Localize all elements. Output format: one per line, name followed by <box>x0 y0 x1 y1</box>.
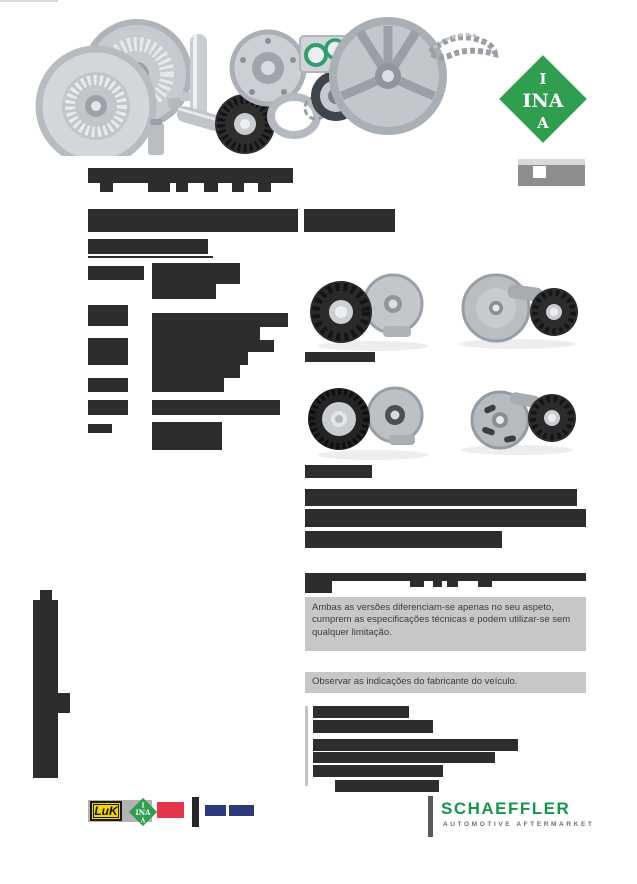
schaeffler-logo-text: SCHAEFFLER <box>441 799 571 818</box>
spec-label-redacted <box>88 378 128 392</box>
ruville-logo <box>229 805 254 816</box>
spec-value-redacted <box>152 365 240 378</box>
contact-line-redacted <box>335 780 439 792</box>
ina-logo-letter-bottom: A <box>537 114 549 132</box>
doc-type-descender <box>204 183 218 192</box>
schaeffler-logo-bar <box>428 796 433 837</box>
spec-value-redacted <box>152 284 216 299</box>
subheading-line-redacted <box>332 573 586 581</box>
vertical-reference-redacted <box>33 600 58 778</box>
doc-type-descender <box>258 183 271 192</box>
fag-logo <box>157 802 184 818</box>
contact-line-redacted <box>313 765 443 777</box>
subheading-word-redacted <box>305 573 332 593</box>
spec-value-redacted <box>152 263 240 284</box>
tensioner-photo-3 <box>303 373 443 461</box>
spec-label-redacted <box>88 424 112 433</box>
spec-value-redacted <box>152 313 288 327</box>
ruville-logo <box>205 805 226 816</box>
schaeffler-tagline-text: AUTOMOTIVE AFTERMARKET <box>443 821 595 828</box>
product-collage-image <box>30 8 500 156</box>
ina-logo-word: INA <box>522 90 564 112</box>
contact-line-redacted <box>313 739 518 751</box>
version-note-text: Ambas as versões diferenciam-se apenas no seu aspeto, cumprem as especificações técnicas e podem utilizar-se sem qualquer limitação. <box>312 602 571 638</box>
scan-artifact-line <box>0 0 58 2</box>
spec-value-redacted <box>152 422 222 450</box>
tensioner-photo-4 <box>448 376 586 456</box>
version-note-box <box>305 597 586 651</box>
contact-line-redacted <box>313 706 409 718</box>
oem-note-box <box>305 672 586 693</box>
tensioner-photo-2 <box>448 266 586 350</box>
contact-line-redacted <box>313 752 495 763</box>
page-tab-marker <box>533 166 546 178</box>
spec-label-redacted <box>88 400 128 415</box>
ina-logo <box>498 50 588 148</box>
section-heading-redacted <box>305 531 502 548</box>
ina-footer-word: INA <box>135 808 151 817</box>
tensioner-photo-1 <box>303 268 443 352</box>
doc-type-descender <box>148 183 170 192</box>
oem-note-text: Observar as indicações do fabricante do veículo. <box>312 676 518 687</box>
subheading-descender <box>478 581 492 587</box>
subheading-descender <box>433 581 442 587</box>
spec-rule <box>88 256 213 258</box>
vertical-reference-notch <box>40 590 52 600</box>
ina-footer-logo <box>126 795 160 829</box>
subheading-descender <box>447 581 458 587</box>
spec-value-redacted <box>152 327 260 340</box>
ina-footer-letter-bottom: A <box>140 817 146 825</box>
vertical-reference-notch <box>58 693 70 713</box>
contact-line-redacted <box>313 720 433 733</box>
spec-label-redacted <box>88 338 128 365</box>
spec-label-redacted <box>88 266 144 280</box>
ina-footer-letter-top: I <box>141 802 145 810</box>
spec-value-redacted <box>152 352 248 365</box>
photo-caption-redacted <box>305 465 372 478</box>
subheading-descender <box>410 581 424 587</box>
spec-value-redacted <box>152 400 280 415</box>
doc-type-descender <box>176 183 188 192</box>
doc-type-descender <box>232 183 244 192</box>
luk-logo-text: LuK <box>94 804 118 818</box>
title-line1-redacted <box>88 209 298 232</box>
spec-value-redacted <box>152 340 274 352</box>
title-line2-redacted <box>88 239 208 254</box>
photo-caption-redacted <box>305 352 375 362</box>
luk-logo <box>90 801 122 821</box>
section-heading-redacted <box>305 509 586 527</box>
doc-type-descender <box>100 183 113 192</box>
contact-rule <box>305 706 308 786</box>
ina-logo-letter-top: I <box>539 70 547 88</box>
title-line1b-redacted <box>304 209 395 232</box>
brand-separator-bar <box>192 797 199 827</box>
page-tab <box>518 165 585 186</box>
doc-type-heading-redacted <box>88 168 293 183</box>
spec-label-redacted <box>88 305 128 326</box>
spec-value-redacted <box>152 378 224 392</box>
section-heading-redacted <box>305 489 577 506</box>
